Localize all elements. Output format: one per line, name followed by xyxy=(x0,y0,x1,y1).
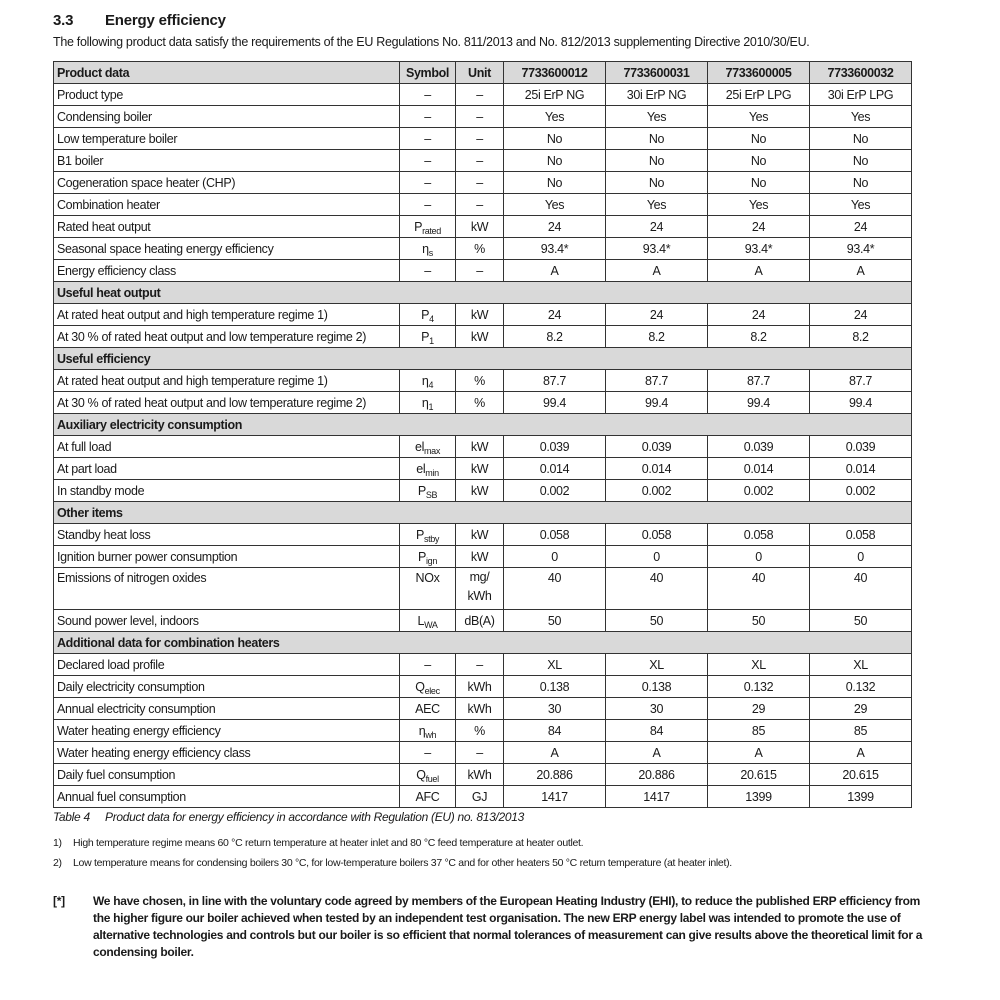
row-label: Product type xyxy=(54,84,400,106)
unit-cell: mg/ kWh xyxy=(456,568,504,610)
table-header-row xyxy=(54,62,912,84)
column-header: Symbol xyxy=(400,62,456,84)
symbol-cell xyxy=(400,106,456,128)
value-cell: 20.615 xyxy=(708,764,810,786)
group-heading: Useful heat output xyxy=(54,282,912,304)
value-cell: 20.886 xyxy=(606,764,708,786)
symbol: NOx xyxy=(415,571,440,585)
value-cell: 0.002 xyxy=(504,480,606,502)
unit-cell: kW xyxy=(456,458,504,480)
symbol: – xyxy=(424,153,431,168)
value-cell: 8.2 xyxy=(810,326,912,348)
symbol-cell xyxy=(400,84,456,106)
section-title: Energy efficiency xyxy=(105,12,226,29)
table-group-row xyxy=(54,348,912,370)
value-cell: No xyxy=(810,150,912,172)
value-cell: Yes xyxy=(504,194,606,216)
symbol-cell xyxy=(400,742,456,764)
value-cell: A xyxy=(708,260,810,282)
symbol-cell xyxy=(400,172,456,194)
symbol: – xyxy=(424,263,431,278)
table-row xyxy=(54,546,912,568)
value-cell: 24 xyxy=(708,304,810,326)
row-label: Cogeneration space heater (CHP) xyxy=(54,172,400,194)
row-label: At part load xyxy=(54,458,400,480)
value-cell: XL xyxy=(606,654,708,676)
symbol: el xyxy=(415,439,425,454)
symbol-cell xyxy=(400,304,456,326)
symbol: el xyxy=(416,461,426,476)
table-row xyxy=(54,654,912,676)
value-cell: 24 xyxy=(504,304,606,326)
column-header: 7733600032 xyxy=(810,62,912,84)
value-cell: 84 xyxy=(606,720,708,742)
symbol: AFC xyxy=(415,789,440,804)
value-cell: Yes xyxy=(606,194,708,216)
table-group-row xyxy=(54,414,912,436)
symbol: P xyxy=(415,527,424,542)
row-label: Emissions of nitrogen oxides xyxy=(54,568,400,610)
value-cell: 1399 xyxy=(810,786,912,808)
symbol-subscript: 4 xyxy=(428,379,434,390)
symbol-subscript: 1 xyxy=(428,401,434,412)
value-cell: A xyxy=(810,742,912,764)
value-cell: No xyxy=(810,172,912,194)
value-cell: 24 xyxy=(606,304,708,326)
table-group-row xyxy=(54,282,912,304)
table-row xyxy=(54,370,912,392)
symbol: – xyxy=(424,175,431,190)
value-cell: 85 xyxy=(810,720,912,742)
value-cell: No xyxy=(606,150,708,172)
value-cell: 0.014 xyxy=(504,458,606,480)
unit-cell: kW xyxy=(456,326,504,348)
table-caption-text: Product data for energy efficiency in accordance with Regulation (EU) no. 813/2013 xyxy=(105,810,524,824)
symbol-subscript: fuel xyxy=(425,773,439,784)
symbol: – xyxy=(424,109,431,124)
symbol-subscript: wh xyxy=(425,729,437,740)
value-cell: 30i ErP LPG xyxy=(810,84,912,106)
table-body xyxy=(54,84,912,808)
value-cell: 85 xyxy=(708,720,810,742)
table-row xyxy=(54,786,912,808)
symbol-cell xyxy=(400,326,456,348)
value-cell: 87.7 xyxy=(606,370,708,392)
table-row xyxy=(54,150,912,172)
row-label: Water heating energy efficiency xyxy=(54,720,400,742)
value-cell: 0.058 xyxy=(810,524,912,546)
value-cell: 0.014 xyxy=(606,458,708,480)
unit-cell: kW xyxy=(456,546,504,568)
table-row xyxy=(54,260,912,282)
value-cell: A xyxy=(504,742,606,764)
value-cell: 0.039 xyxy=(606,436,708,458)
group-heading: Additional data for combination heaters xyxy=(54,632,912,654)
symbol-cell xyxy=(400,676,456,698)
symbol-cell xyxy=(400,370,456,392)
symbol-subscript: max xyxy=(424,445,440,456)
symbol-subscript: stby xyxy=(423,533,440,544)
row-label: At rated heat output and high temperature regime 1) xyxy=(54,370,400,392)
value-cell: 50 xyxy=(708,610,810,632)
unit-cell: – xyxy=(456,150,504,172)
value-cell: 0.014 xyxy=(708,458,810,480)
symbol-cell xyxy=(400,238,456,260)
value-cell: 50 xyxy=(606,610,708,632)
symbol-subscript: WA xyxy=(424,619,438,630)
value-cell: XL xyxy=(708,654,810,676)
unit-cell: kW xyxy=(456,480,504,502)
value-cell: 8.2 xyxy=(504,326,606,348)
value-cell: A xyxy=(810,260,912,282)
value-cell: 0.132 xyxy=(708,676,810,698)
value-cell: 0.014 xyxy=(810,458,912,480)
value-cell: 8.2 xyxy=(708,326,810,348)
symbol: – xyxy=(424,131,431,146)
value-cell: 29 xyxy=(708,698,810,720)
symbol-cell xyxy=(400,194,456,216)
table-row xyxy=(54,698,912,720)
table-caption xyxy=(53,810,524,824)
symbol: P xyxy=(418,549,427,564)
value-cell: No xyxy=(810,128,912,150)
value-cell: Yes xyxy=(504,106,606,128)
symbol: AEC xyxy=(415,701,440,716)
row-label: Combination heater xyxy=(54,194,400,216)
symbol-subscript: s xyxy=(428,247,433,258)
unit-cell: – xyxy=(456,106,504,128)
value-cell: 0.058 xyxy=(606,524,708,546)
table-row xyxy=(54,128,912,150)
row-label: Daily electricity consumption xyxy=(54,676,400,698)
row-label: Annual fuel consumption xyxy=(54,786,400,808)
table-group-row xyxy=(54,632,912,654)
table-row xyxy=(54,458,912,480)
column-header: 7733600012 xyxy=(504,62,606,84)
value-cell: 20.615 xyxy=(810,764,912,786)
row-label: Low temperature boiler xyxy=(54,128,400,150)
unit-cell: – xyxy=(456,128,504,150)
symbol-cell xyxy=(400,150,456,172)
symbol-cell xyxy=(400,764,456,786)
table-row xyxy=(54,106,912,128)
value-cell: 20.886 xyxy=(504,764,606,786)
unit-cell: kW xyxy=(456,524,504,546)
unit-cell: – xyxy=(456,742,504,764)
value-cell: A xyxy=(504,260,606,282)
value-cell: 84 xyxy=(504,720,606,742)
symbol-cell xyxy=(400,436,456,458)
value-cell: A xyxy=(708,742,810,764)
value-cell: 0.002 xyxy=(810,480,912,502)
symbol-subscript: 1 xyxy=(429,335,434,346)
section-number: 3.3 xyxy=(53,12,74,29)
symbol-cell xyxy=(400,610,456,632)
symbol-subscript: elec xyxy=(424,685,440,696)
unit-cell: dB(A) xyxy=(456,610,504,632)
symbol-subscript: ign xyxy=(426,555,437,566)
symbol: L xyxy=(417,613,425,628)
energy-efficiency-table xyxy=(53,61,912,808)
symbol: P xyxy=(417,483,426,498)
value-cell: 0 xyxy=(708,546,810,568)
symbol: η xyxy=(418,723,426,738)
value-cell: Yes xyxy=(708,194,810,216)
unit-cell: % xyxy=(456,370,504,392)
row-label: Sound power level, indoors xyxy=(54,610,400,632)
table-row xyxy=(54,524,912,546)
value-cell: 0.138 xyxy=(606,676,708,698)
column-header: Unit xyxy=(456,62,504,84)
row-label: Ignition burner power consumption xyxy=(54,546,400,568)
section-intro: The following product data satisfy the requirements of the EU Regulations No. 811/2013 and No. 812/2013 supplementing Directive 2010/30/EU. xyxy=(53,35,810,49)
footnote-mark: 2) xyxy=(53,857,62,869)
symbol: η xyxy=(421,395,429,410)
value-cell: 99.4 xyxy=(504,392,606,414)
row-label: Rated heat output xyxy=(54,216,400,238)
value-cell: XL xyxy=(504,654,606,676)
unit-cell: kW xyxy=(456,216,504,238)
value-cell: 30 xyxy=(606,698,708,720)
unit-cell: % xyxy=(456,238,504,260)
value-cell: 50 xyxy=(504,610,606,632)
symbol-cell xyxy=(400,568,456,610)
value-cell: 50 xyxy=(810,610,912,632)
value-cell: 25i ErP LPG xyxy=(708,84,810,106)
unit-cell: % xyxy=(456,392,504,414)
unit-cell: kWh xyxy=(456,698,504,720)
table-row xyxy=(54,480,912,502)
unit-cell: % xyxy=(456,720,504,742)
unit-cell: kW xyxy=(456,304,504,326)
value-cell: 40 xyxy=(708,568,810,610)
value-cell: 0.039 xyxy=(810,436,912,458)
value-cell: 24 xyxy=(810,216,912,238)
symbol-cell xyxy=(400,546,456,568)
symbol-subscript: 4 xyxy=(429,313,434,324)
value-cell: No xyxy=(504,172,606,194)
row-label: Declared load profile xyxy=(54,654,400,676)
symbol-cell xyxy=(400,216,456,238)
value-cell: 99.4 xyxy=(606,392,708,414)
footnote-text: High temperature regime means 60 °C return temperature at heater inlet and 80 °C feed temperature at heater outlet. xyxy=(73,837,584,849)
value-cell: 99.4 xyxy=(708,392,810,414)
row-label: Daily fuel consumption xyxy=(54,764,400,786)
value-cell: 24 xyxy=(810,304,912,326)
value-cell: 93.4* xyxy=(810,238,912,260)
value-cell: 30 xyxy=(504,698,606,720)
row-label: At rated heat output and high temperature regime 1) xyxy=(54,304,400,326)
footnote-text: Low temperature means for condensing boilers 30 °C, for low-temperature boilers 37 °C and for other heaters 50 °C return temperature (at heater inlet). xyxy=(73,857,732,869)
value-cell: 99.4 xyxy=(810,392,912,414)
value-cell: 8.2 xyxy=(606,326,708,348)
table-row xyxy=(54,436,912,458)
table-row xyxy=(54,392,912,414)
table-row xyxy=(54,172,912,194)
table-row xyxy=(54,676,912,698)
row-label: Seasonal space heating energy efficiency xyxy=(54,238,400,260)
value-cell: 87.7 xyxy=(810,370,912,392)
unit-cell: kW xyxy=(456,436,504,458)
value-cell: 40 xyxy=(810,568,912,610)
value-cell: A xyxy=(606,260,708,282)
unit-cell: – xyxy=(456,194,504,216)
table-group-row xyxy=(54,502,912,524)
value-cell: 93.4* xyxy=(606,238,708,260)
symbol: η xyxy=(421,373,429,388)
efficiency-note xyxy=(53,893,933,961)
table-row xyxy=(54,764,912,786)
symbol-cell xyxy=(400,786,456,808)
value-cell: 0.039 xyxy=(504,436,606,458)
value-cell: 87.7 xyxy=(504,370,606,392)
row-label: Condensing boiler xyxy=(54,106,400,128)
row-label: At full load xyxy=(54,436,400,458)
unit-cell: – xyxy=(456,84,504,106)
value-cell: Yes xyxy=(810,106,912,128)
symbol-cell xyxy=(400,654,456,676)
note-mark: [*] xyxy=(53,894,65,908)
value-cell: Yes xyxy=(606,106,708,128)
value-cell: No xyxy=(606,172,708,194)
unit-cell: kWh xyxy=(456,676,504,698)
value-cell: 0.039 xyxy=(708,436,810,458)
value-cell: 0.002 xyxy=(606,480,708,502)
footnote-2 xyxy=(53,857,732,869)
value-cell: 1417 xyxy=(504,786,606,808)
unit-cell: kWh xyxy=(456,764,504,786)
table-row xyxy=(54,568,912,610)
value-cell: No xyxy=(708,172,810,194)
symbol: Q xyxy=(415,679,425,694)
symbol-cell xyxy=(400,720,456,742)
column-header: 7733600005 xyxy=(708,62,810,84)
value-cell: 93.4* xyxy=(708,238,810,260)
row-label: B1 boiler xyxy=(54,150,400,172)
table-row xyxy=(54,720,912,742)
symbol-cell xyxy=(400,698,456,720)
row-label: Energy efficiency class xyxy=(54,260,400,282)
row-label: Water heating energy efficiency class xyxy=(54,742,400,764)
value-cell: 0 xyxy=(810,546,912,568)
value-cell: 0 xyxy=(504,546,606,568)
symbol-cell xyxy=(400,524,456,546)
symbol-cell xyxy=(400,480,456,502)
row-label: Standby heat loss xyxy=(54,524,400,546)
table-caption-label: Table 4 xyxy=(53,810,90,824)
symbol: P xyxy=(414,219,423,234)
symbol: – xyxy=(424,197,431,212)
table-row xyxy=(54,304,912,326)
value-cell: 0.058 xyxy=(504,524,606,546)
symbol: Q xyxy=(416,767,426,782)
value-cell: 40 xyxy=(606,568,708,610)
value-cell: 1399 xyxy=(708,786,810,808)
symbol-subscript: min xyxy=(425,467,439,478)
table-row xyxy=(54,742,912,764)
symbol-subscript: rated xyxy=(422,225,441,236)
value-cell: No xyxy=(606,128,708,150)
value-cell: A xyxy=(606,742,708,764)
value-cell: 0.002 xyxy=(708,480,810,502)
table-row xyxy=(54,610,912,632)
value-cell: 25i ErP NG xyxy=(504,84,606,106)
unit-cell: – xyxy=(456,654,504,676)
value-cell: 24 xyxy=(708,216,810,238)
symbol-subscript: SB xyxy=(425,489,438,500)
table-row xyxy=(54,194,912,216)
symbol-cell xyxy=(400,128,456,150)
symbol: η xyxy=(422,241,429,256)
unit-cell: GJ xyxy=(456,786,504,808)
symbol-cell xyxy=(400,392,456,414)
symbol: – xyxy=(424,87,431,102)
symbol: P xyxy=(421,307,430,322)
value-cell: 40 xyxy=(504,568,606,610)
group-heading: Useful efficiency xyxy=(54,348,912,370)
value-cell: 87.7 xyxy=(708,370,810,392)
value-cell: 30i ErP NG xyxy=(606,84,708,106)
group-heading: Auxiliary electricity consumption xyxy=(54,414,912,436)
table-row xyxy=(54,238,912,260)
symbol: – xyxy=(424,745,431,760)
note-text: We have chosen, in line with the voluntary code agreed by members of the European Heating Industry (EHI), to reduce the published ERP efficiency from the higher figure our boiler achieved when tested by an independent test organisation. The new ERP energy label was intended to promote the use of alternative technologies and controls but our boiler is so efficient that normal tolerances of measurement can give results above the theoretical limit for a condensing boiler. xyxy=(93,894,923,959)
unit-cell: – xyxy=(456,260,504,282)
table-row xyxy=(54,326,912,348)
footnote-1 xyxy=(53,837,583,849)
value-cell: XL xyxy=(810,654,912,676)
footnote-mark: 1) xyxy=(53,837,62,849)
value-cell: 93.4* xyxy=(504,238,606,260)
symbol-cell xyxy=(400,260,456,282)
group-heading: Other items xyxy=(54,502,912,524)
value-cell: 0.138 xyxy=(504,676,606,698)
value-cell: Yes xyxy=(708,106,810,128)
value-cell: 0.058 xyxy=(708,524,810,546)
symbol-cell xyxy=(400,458,456,480)
table-row xyxy=(54,216,912,238)
row-label: Annual electricity consumption xyxy=(54,698,400,720)
unit-cell: – xyxy=(456,172,504,194)
value-cell: 0.132 xyxy=(810,676,912,698)
row-label: At 30 % of rated heat output and low temperature regime 2) xyxy=(54,392,400,414)
column-header: Product data xyxy=(54,62,400,84)
row-label: In standby mode xyxy=(54,480,400,502)
value-cell: 24 xyxy=(504,216,606,238)
value-cell: No xyxy=(708,128,810,150)
value-cell: No xyxy=(504,150,606,172)
value-cell: No xyxy=(708,150,810,172)
section-heading xyxy=(53,12,226,29)
symbol: P xyxy=(421,329,430,344)
symbol: – xyxy=(424,657,431,672)
value-cell: 29 xyxy=(810,698,912,720)
value-cell: No xyxy=(504,128,606,150)
column-header: 7733600031 xyxy=(606,62,708,84)
value-cell: 1417 xyxy=(606,786,708,808)
table-row xyxy=(54,84,912,106)
row-label: At 30 % of rated heat output and low temperature regime 2) xyxy=(54,326,400,348)
value-cell: Yes xyxy=(810,194,912,216)
value-cell: 24 xyxy=(606,216,708,238)
value-cell: 0 xyxy=(606,546,708,568)
